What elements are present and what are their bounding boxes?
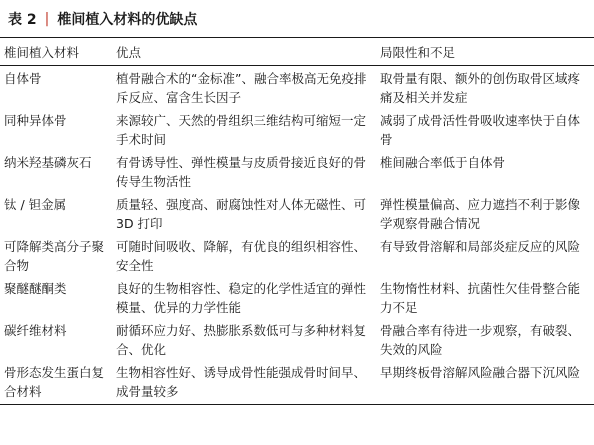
caption-separator: | <box>44 11 50 27</box>
pros-cell: 可随时间吸收、降解，有优良的组织相容性、安全性 <box>116 239 367 273</box>
pros-cell: 生物相容性好、诱导成骨性能强成骨时间早、成骨量较多 <box>112 360 376 405</box>
material-cell: 碳纤维材料 <box>4 323 67 338</box>
pros-cell: 来源较广、天然的骨组织三维结构可缩短一定手术时间 <box>116 113 367 147</box>
cons-cell: 取骨量有限、额外的创伤取骨区域疼痛及相关并发症 <box>380 71 581 105</box>
cons-cell: 椎间融合率低于自体骨 <box>380 155 506 170</box>
table-row <box>0 234 594 276</box>
material-cell: 钛 / 钽金属 <box>4 197 67 212</box>
table-row <box>0 318 594 360</box>
table-number: 表 2 <box>8 12 37 28</box>
cons-cell: 减弱了成骨活性骨吸收速率快于自体骨 <box>380 113 581 147</box>
cons-cell: 有导致骨溶解和局部炎症反应的风险 <box>380 239 581 254</box>
header-material: 椎间植入材料 <box>0 38 112 66</box>
material-cell: 纳米羟基磷灰石 <box>4 155 92 170</box>
header-pros: 优点 <box>112 38 376 66</box>
header-cons: 局限性和不足 <box>376 38 594 66</box>
table-row <box>0 150 594 192</box>
pros-cell: 质量轻、强度高、耐腐蚀性对人体无磁性、可 3D 打印 <box>116 197 367 231</box>
material-cell: 自体骨 <box>4 71 42 86</box>
pros-cell: 良好的生物相容性、稳定的化学性适宜的弹性模量、优异的力学性能 <box>116 281 367 315</box>
table-caption <box>8 8 197 30</box>
material-cell: 同种异体骨 <box>4 113 67 128</box>
cons-cell: 早期终板骨溶解风险融合器下沉风险 <box>376 360 594 405</box>
table-row <box>0 276 594 318</box>
table-row <box>0 192 594 234</box>
pros-cell: 植骨融合术的“金标准”、融合率极高无免疫排斥反应、富含生长因子 <box>116 71 367 105</box>
table-row <box>0 360 594 405</box>
table-title: 椎间植入材料的优缺点 <box>57 12 198 28</box>
cons-cell: 骨融合率有待进一步观察，有破裂、失效的风险 <box>380 323 581 357</box>
pros-cell: 耐循环应力好、热膨胀系数低可与多种材料复合、优化 <box>116 323 367 357</box>
materials-table <box>0 37 594 405</box>
cons-cell: 弹性模量偏高、应力遮挡不利于影像学观察骨融合情况 <box>380 197 581 231</box>
material-cell: 骨形态发生蛋白复合材料 <box>0 360 112 405</box>
material-cell: 可降解类高分子聚合物 <box>4 239 105 273</box>
material-cell: 聚醚醚酮类 <box>4 281 67 296</box>
table-row <box>0 108 594 150</box>
cons-cell: 生物惰性材料、抗菌性欠佳骨整合能力不足 <box>380 281 581 315</box>
pros-cell: 有骨诱导性、弹性模量与皮质骨接近良好的骨传导生物活性 <box>116 155 367 189</box>
table-row <box>0 66 594 109</box>
table-header-row <box>0 38 594 66</box>
